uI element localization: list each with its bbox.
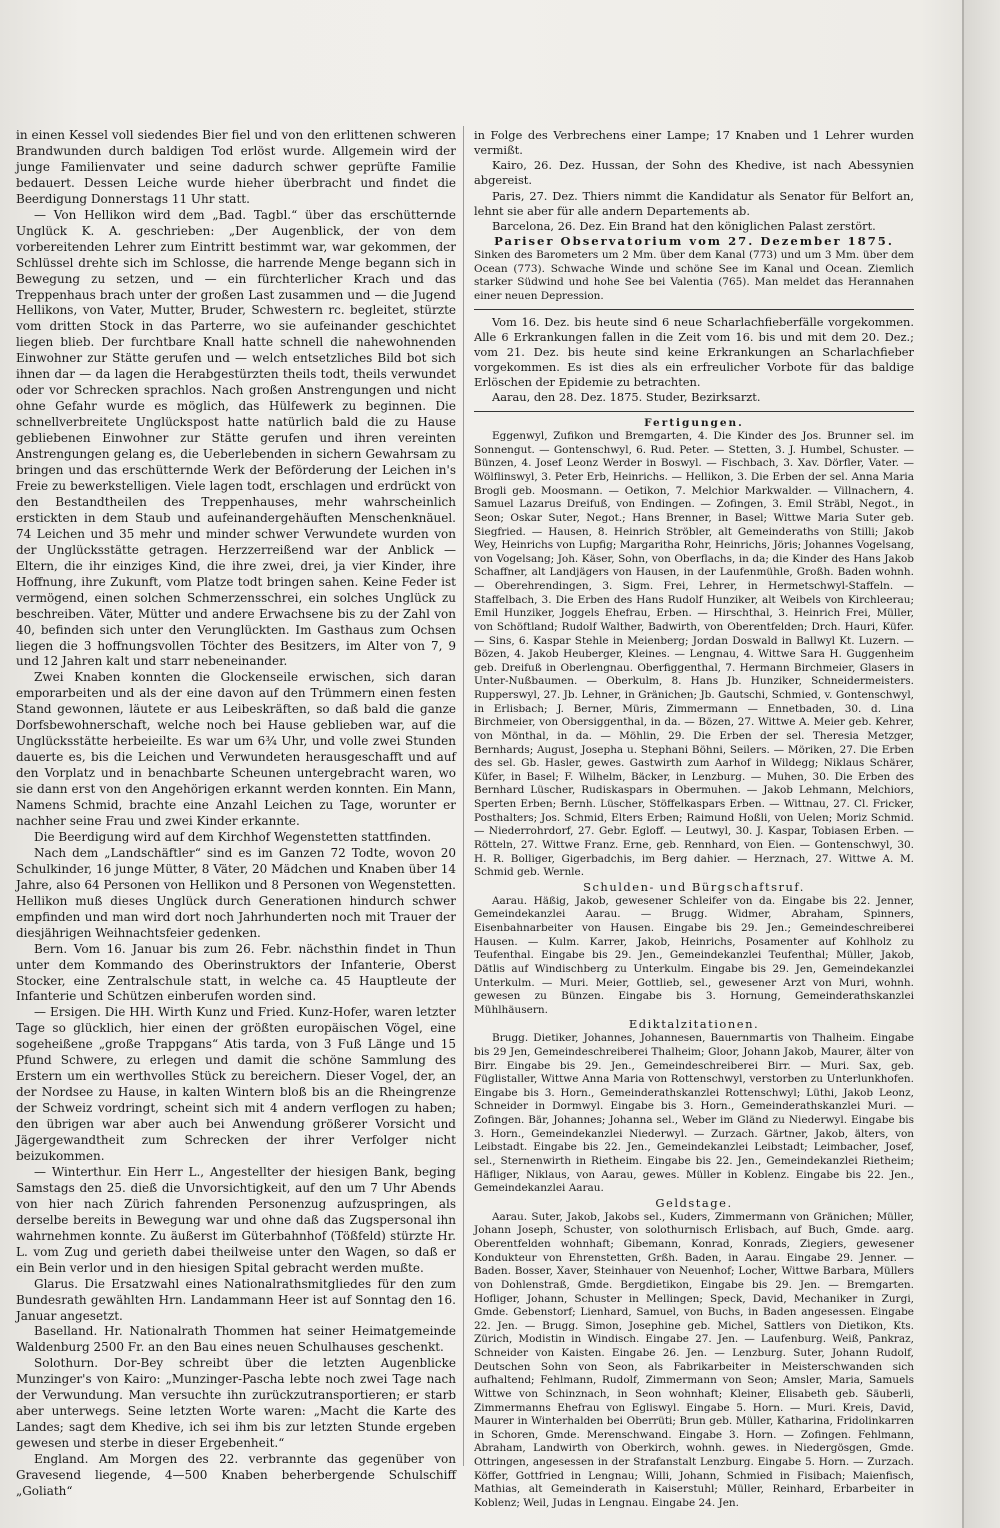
schuldenruf-text: Aarau. Häßig, Jakob, gewesener Schleifer von da. Eingabe bis 22. Jenner, Gemeindekanzlei Aarau. — Brugg. Widmer, Abraham, Spinners, Eisenbahnarbeiter von Hausen. Eingabe bis 29. Jen.; Gemeindeschreiberei Hausen. — Kulm. Karrer, Jakob, Heinrichs, Posamenter auf Kohlholz zu Teufenthal. Eingabe bis 29. Jen., Gemeindekanzlei Teufenthal; Müller, Jakob, Dätlis auf Windischberg zu Unterkulm. Eingabe bis 29. Jen, Gemeindekanzlei Unterkulm. — Muri. Meier, Gottlieb, sel., gewesener Arzt von Muri, wohnh. gewesen zu Bünzen. Eingabe bis 3. Hornung, Gemeinderathskanzlei Mühlhäusern. — [474, 894, 914, 1016]
article-ersigen: — Ersigen. Die HH. Wirth Kunz und Fried. Kunz-Hofer, waren letzter Tage so glücklich, hier einen der größten europäischen Vögel, eine sogeheißene „große Trappgans“ Atis tarda, von 3 Fuß Länge und 15 Pfund Schwere, zu erlegen und damit die schöne Sammlung des Erstern um ein werthvolles Stück zu bereichern. Dieser Vogel, der, an der Nordsee zu Hause, in kalten Wintern bloß bis an die Rheingrenze der Schweiz vordringt, scheint sich mit 4 andern verflogen zu haben; den übrigen war aber auch bei Anwendung größerer Vorsicht und Jägergewandtheit zum Schrecken der ihrer Verfolger nicht beizukommen. — [16, 1005, 456, 1163]
article-england-cont: in Folge des Verbrechens einer Lampe; 17 Knaben und 1 Lehrer wurden vermißt. — [474, 128, 914, 158]
article-glarus: Glarus. Die Ersatzwahl eines Nationalrathsmitgliedes für den zum Bundesrath gewählten Hrn. Landammann Heer ist auf Sonntag den 16. Januar angesetzt. — [16, 1276, 456, 1323]
observatory-notice — [474, 234, 914, 304]
article-baselland: Baselland. Hr. Nationalrath Thommen hat seiner Heimatgemeinde Waldenburg 2500 Fr. an den Bau eines neuen Schulhauses geschenkt. — [16, 1324, 456, 1355]
article-barcelona: Barcelona, 26. Dez. Ein Brand hat den königlichen Palast zerstört. — [492, 218, 876, 233]
article-winterthur: — Winterthur. Ein Herr L., Angestellter der hiesigen Bank, beging Samstags den 25. dieß die Unvorsichtigkeit, auf den um 7 Uhr Abends von hier nach Zürich fahrenden Personenzug aufzuspringen, als derselbe bereits in Bewegung war und ohne daß das Zugspersonal ihn wahrnehmen konnte. Zu äußerst im Güterbahnhof (Tößfeld) stürzte Hr. L. vom Zug und gerieth dabei theilweise unter den Wagen, so daß er ein Bein verlor und in den hiesigen Spital gebracht werden mußte. — [16, 1164, 456, 1275]
section-rule — [474, 309, 914, 310]
observatory-text: Sinken des Barometers um 2 Mm. über dem Kanal (773) und um 3 Mm. über dem Ocean (773). Schwache Winde und schöne See im Kanal und Ocean. Ziemlich starker Südwind und hohe See bei Valentia (765). Man meldet das Herannahen einer neuen Depression. — [474, 249, 914, 303]
article-solothurn: Solothurn. Dor-Bey schreibt über die letzten Augenblicke Munzinger's von Kairo: „Munzinger-Pascha lebte noch zwei Tage nach der Verwundung. Man versuchte ihn zurückzutransportieren; er starb aber unterwegs. Seine letzten Worte waren: „Macht die Karte des Landes; sagt dem Khedive, ich sei ihm bis zur letzten Stunde ergeben gewesen und sterbe in dieser Ergebenheit.“ — [16, 1356, 456, 1451]
article-kairo: Kairo, 26. Dez. Hussan, der Sohn des Khedive, ist nach Abessynien abgereist. — [474, 158, 914, 188]
article-hellikon-bells: Zwei Knaben konnten die Glockenseile erwischen, sich daran emporarbeiten und als der eine davon auf den Trümmern einen festen Stand gewonnen, läutete er aus Leibeskräften, so daß bald die ganze Dorfsbewohnerschaft, welche noch bei Hause geblieben war, auf die Unglücksstätte herbeieilte. Es war um 6¾ Uhr, und volle zwei Stunden dauerte es, bis die Leichen und Verwundeten herausgeschafft und auf den Vorplatz und in benachbarte Scheunen untergebracht waren, wo sie dann erst von den Angehörigen erkannt werden konnten. Ein Mann, Namens Schmid, brachte eine Anzahl Leichen zu Tage, worunter er nachher seine Frau und zwei Kinder erkannte. — [16, 670, 456, 828]
schuldenruf-heading: Schulden- und Bürgschaftsruf. — [583, 879, 805, 894]
observatory-heading: Pariser Observatorium vom 27. Dezember 1875. — [494, 234, 894, 249]
geldstage-heading: Geldstage. — [655, 1195, 733, 1210]
right-column — [474, 128, 914, 1511]
article-scarlet-fever: Vom 16. Dez. bis heute sind 6 neue Scharlachfieberfälle vorgekommen. Alle 6 Erkrankungen fallen in die Zeit vom 16. bis und mit dem 20. Dez.; vom 21. Dez. bis heute sind keine Erkrankungen an Scharlachfieber vorgekommen. Es ist dies als ein erfreulicher Vorbote für das baldige Erlöschen der Epidemie zu betrachten. — [474, 314, 914, 390]
fertigungen-heading: Fertigungen. — [644, 416, 744, 429]
page-edge-shadow — [964, 0, 1000, 1528]
article-paris: Paris, 27. Dez. Thiers nimmt die Kandidatur als Senator für Belfort an, lehnt sie aber für alle andern Departements ab. — [474, 188, 914, 218]
left-column — [16, 128, 456, 1500]
article-england: England. Am Morgen des 22. verbrannte das gegenüber von Gravesend liegende, 4—500 Knaben beherbergende Schulschiff „Goliath“ — [16, 1452, 456, 1499]
ediktal-text: Brugg. Dietiker, Johannes, Johannesen, Bauernmartis von Thalheim. Eingabe bis 29 Jen, Gemeindeschreiberei Thalheim; Gloor, Johann Jakob, Maurer, älter von Birr. Eingabe bis 29. Jen., Gemeindeschreiberei Birr. — Muri. Sax, geb. Füglistaller, Wittwe Anna Maria von Rottenschwyl, verstorben zu Unterlunkhofen. Eingabe bis 3. Horn., Gemeinderathskanzlei Rottenschwyl; Lüthi, Jakob Leonz, Schneider in Dormwyl. Eingabe bis 3. Horn., Gemeinderathskanzlei Muri. — Zofingen. Bär, Johannes; Johanna sel., Weber im Gländ zu Niederwyl. Eingabe bis 3. Horn., Gemeindekanzlei Niederwyl. — Zurzach. Gärtner, Jakob, älters, von Leibstadt. Eingabe bis 22. Jen., Gemeindekanzlei Leibstadt; Leimbacher, Josef, sel., Sternenwirth in Rietheim. Eingabe bis 22. Jen., Gemeindekanzlei Rietheim; Häfliger, Niklaus, von Aarau, gewes. Müller in Koblenz. Eingabe bis 22. Jen., Gemeindekanzlei Aarau. — [474, 1032, 914, 1195]
column-divider — [463, 126, 464, 1466]
article-hellikon: — Von Hellikon wird dem „Bad. Tagbl.“ über das erschütternde Unglück K. A. geschrieben: „Der Augenblick, der von dem vorbereitenden Lehrer zum Eintritt bestimmt war, war gekommen, der Schlüssel drehte sich im Schlosse, die harrende Menge begann sich in Bewegung zu setzen, und — ein fürchterlicher Krach und das Treppenhaus brach unter der großen Last zusammen und — die Jugend Hellikons, von Vater, Mutter, Bruder, Schwestern rc. begleitet, stürzte vom dritten Stock in das Parterre, wo sie aufeinander geschichtet liegen blieb. Der furchtbare Knall hatte schnell die nahewohnenden Einwohner zur Stätte gerufen und — welch entsetzliches Bild bot sich ihnen dar — da lagen die Herabgestürzten theils todt, theils verwundet oder vor Schrecken sprachlos. Nach großen Anstrengungen und nicht ohne Gefahr wurde es möglich, das Hülfewerk zu beginnen. Die schnellverbreitete Unglückspost hatte natürlich bald die zu Hause gebliebenen Einwohner zur Stätte gerufen und ihren vereinten Anstrengungen gelang es, die Ueberlebenden in sichern Gewahrsam zu bringen und das erschütternde Werk der Beförderung der Leichen in's Freie zu bewerkstelligen. Viele lagen todt, erschlagen und erdrückt von den Bestandtheilen des Treppenhauses, mehr wahrscheinlich erstickten in dem Staub und aufeinandergehäuften Menschenknäuel. 74 Leichen und 35 mehr und minder schwer Verwundete wurden von der Unglücksstätte getragen. Herzzerreißend war der Anblick — Eltern, die ihr einziges Kind, die ihre zwei, drei, ja vier Kinder, ihre Hoffnung, ihre Zukunft, vom Platze todt bringen sahen. Keine Feder ist vermögend, einen solchen Schmerzensschrei, ein solches Unglück zu beschreiben. Väter, Mütter und andere Erwachsene bis zu der Zahl von 40, befinden sich unter den Verunglückten. Im Gasthaus zum Ochsen liegen die 3 hoffnungsvollen Töchter des Besitzers, im Alter von 7, 9 und 12 Jahren kalt und starr nebeneinander. — [16, 207, 456, 669]
article-hellikon-victims: Nach dem „Landschäftler“ sind es im Ganzen 72 Todte, wovon 20 Schulkinder, 16 junge Mütter, 8 Väter, 20 Mädchen und Knaben über 14 Jahre, also 64 Personen von Hellikon und 8 Personen von Wegenstetten. Hellikon muß dieses Unglück durch Generationen hindurch schwer empfinden und man wird dort noch Jahrhunderten noch mit Trauer der diesjährigen Weihnachtsfeier gedenken. — [16, 845, 456, 940]
notices-section — [474, 417, 914, 1511]
fertigungen-text: Eggenwyl, Zufikon und Bremgarten, 4. Die Kinder des Jos. Brunner sel. im Sonnengut. — Gontenschwyl, 6. Rud. Peter. — Stetten, 3. J. Humbel, Schuster. — Bünzen, 4. Josef Leonz Werder in Boswyl. — Fischbach, 3. Xav. Dörfler, Vater. — Wölflinswyl, 3. Peter Erb, Heinrichs. — Hellikon, 3. Die Erben der sel. Anna Maria Brogli geb. Moosmann. — Oetikon, 7. Melchior Markwalder. — Villnachern, 4. Samuel Lazarus Dreifuß, von Endingen. — Zofingen, 3. Emil Sträbl, Negot., in Seon; Oskar Suter, Negot.; Hans Brenner, in Basel; Wittwe Maria Suter geb. Siegfried. — Hausen, 8. Heinrich Ströbler, alt Gemeinderaths von Stilli; Jakob Wey, Heinrichs von Lupfig; Margaritha Rohr, Heinrichs, Jöris; Johannes Vogelsang, von Vogelsang; Joh. Käser, Sohn, von Oberflachs, in da; die Kinder des Hans Jakob Schaffner, alt Landjägers von Hausen, in der Laufenmühle, Großh. Baden wohnh. — Oberehrendingen, 3. Sigm. Frei, Lehrer, in Hermetschwyl-Staffeln. — Staffelbach, 3. Die Erben des Hans Rudolf Hunziker, alt Weibels von Kirchleerau; Emil Hunziker, Joggels Ehefrau, Erben. — Hirschthal, 3. Heinrich Frei, Müller, von Schöftland; Rudolf Walther, Badwirth, von Oberentfelden; Drch. Hauri, Küfer. — Sins, 6. Kaspar Stehle in Meienberg; Jordan Doswald in Ballwyl Kt. Luzern. — Bözen, 4. Jakob Heuberger, Kleines. — Lengnau, 4. Wittwe Sara H. Guggenheim geb. Dreifuß in Oberlengnau. Oberfiggenthal, 7. Hermann Birchmeier, Glasers in Unter-Nußbaumen. — Oberkulm, 8. Hans Jb. Hunziker, Schneidermeisters. Rupperswyl, 27. Jb. Lehner, in Gränichen; Jb. Gautschi, Schmied, v. Gontenschwyl, in Erlisbach; J. Berner, Müris, Zimmermann — Ennetbaden, 30. d. Lina Birchmeier, von Obersiggenthal, in da. — Bözen, 27. Wittwe A. Meier geb. Kehrer, von Mönthal, in da. — Möhlin, 29. Die Erben der sel. Theresia Metzger, Bernhards; August, Josepha u. Stephani Böhni, Seilers. — Möriken, 27. Die Erben des sel. Gb. Hasler, gewes. Gastwirth zum Aarhof in Wildegg; Niklaus Schärer, Küfer, in Basel; F. Wilhelm, Bäcker, in Lenzburg. — Muhen, 30. Die Erben des Bernhard Lüscher, Rudiskaspars in Obermuhen. — Jakob Lehmann, Melchiors, Sperten Erben; Bernh. Lüscher, Stöffelkaspars Erben. — Wittnau, 27. Cl. Fricker, Posthalters; Jos. Schmid, Elters Erben; Raimund Hoßli, von Uelen; Moriz Schmid. — Niederrohrdorf, 27. Gebr. Egloff. — Leutwyl, 30. J. Kaspar, Tobiasen Erben. — Rötteln, 27. Wittwe Franz. Erne, geb. Rennhard, von Eien. — Gontenschwyl, 30. H. R. Bolliger, Gigerbadchis, im Berg dahier. — Herznach, 27. Wittwe A. M. Schmid geb. Wernle. — [474, 430, 914, 879]
ediktal-heading: Ediktalzitationen. — [628, 1017, 760, 1032]
article-bern: Bern. Vom 16. Januar bis zum 26. Febr. nächsthin findet in Thun unter dem Kommando des Oberinstruktors der Infanterie, Oberst Stocker, eine Zentralschule statt, in welche ca. 45 Hauptleute der Infanterie und Schützen einberufen worden sind. — [16, 941, 456, 1004]
geldstage-text: Aarau. Suter, Jakob, Jakobs sel., Kuders, Zimmermann von Gränichen; Müller, Johann Joseph, Schuster, von solothurnisch Erlisbach, auf Buch, Gmde. aarg. Oberentfelden wohnhaft; Gibemann, Konrad, Konrads, Ziegiers, gewesener Kondukteur von Ehrenstetten, Grßh. Baden, in Aarau. Eingabe 29. Jenner. — Baden. Bosser, Xaver, Steinhauer von Neuenhof; Locher, Wittwe Barbara, Müllers von Dohlenstraß, Gmde. Bergdietikon, Eingabe bis 29. Jen. — Bremgarten. Hofliger, Johann, Schuster in Mellingen; Speck, David, Mechaniker in Zurgi, Gmde. Gebenstorf; Lienhard, Samuel, von Buchs, in Baden angesessen. Eingabe 22. Jen. — Brugg. Simon, Josephine geb. Michel, Sattlers von Dietikon, Kts. Zürich, Modistin in Windisch. Eingabe 27. Jen. — Laufenburg. Weiß, Pankraz, Schneider von Kaisten. Eingabe 26. Jen. — Lenzburg. Suter, Johann Rudolf, Deutschen Sohn von Seon, als Fabrikarbeiter in Meisterschwanden sich aufhaltend; Fehlmann, Rudolf, Zimmermann von Seon; Amsler, Maria, Samuels Wittwe von Schinznach, in Seon wohnhaft; Kleiner, Elisabeth geb. Säuberli, Zimmermanns Ehefrau von Egliswyl. Eingabe 5. Horn. — Muri. Kreis, David, Maurer in Winterhalden bei Oberrüti; Brun geb. Müller, Katharina, Fridolinkarren in Schoren, Gmde. Merenschwand. Eingabe 3. Horn. — Zofingen. Fehlmann, Abraham, Landwirth von Oberkirch, wohnh. gewes. in Niedergösgen, Gmde. Ottringen, angesessen in der Strafanstalt Lenzburg. Eingabe 5. Horn. — Zurzach. Köffer, Gottfried in Lengnau; Willi, Johann, Schmied in Fisibach; Maienfisch, Mathias, alt Gemeinderath in Kaiserstuhl; Müller, Reinhard, Erbarbeiter in Koblenz; Weil, Judas in Lengnau. Eingabe 24. Jen. — [474, 1210, 914, 1509]
article-signature: Aarau, den 28. Dez. 1875. Studer, Bezirksarzt. — [492, 390, 761, 405]
article-hellikon-funeral: Die Beerdigung wird auf dem Kirchhof Wegenstetten stattfinden. — [34, 829, 432, 844]
section-rule — [474, 411, 914, 412]
article-brewery-accident: in einen Kessel voll siedendes Bier fiel und von den erlittenen schweren Brandwunden durch baldigen Tod erlöst wurde. Allgemein wird der junge Familienvater und seine dadurch schwer geprüfte Familie bedauert. Dessen Leiche wurde hieher überbracht und findet die Beerdigung Donnerstags 11 Uhr statt. — [16, 128, 456, 206]
